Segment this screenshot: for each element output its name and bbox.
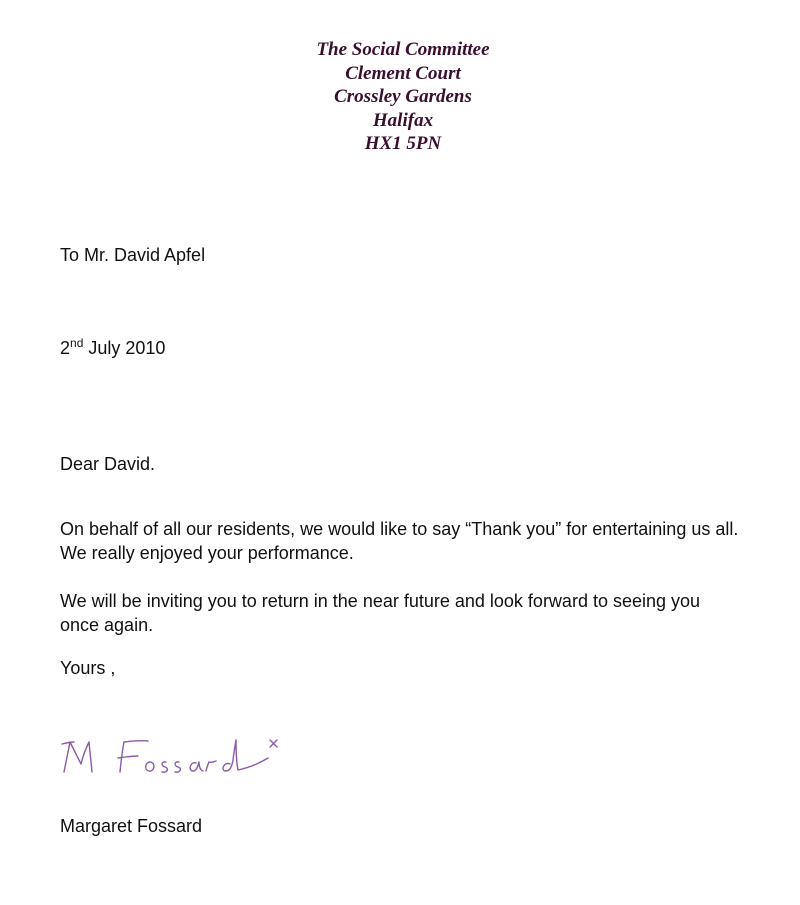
date-ordinal-suffix: nd (70, 336, 84, 350)
salutation: Dear David. (60, 454, 156, 474)
closing-line: Yours , (60, 658, 116, 678)
date-day: 2 (60, 338, 71, 358)
letterhead-town: Halifax (372, 109, 434, 131)
date-month-year: July 2010 (83, 338, 166, 358)
letterhead-organisation: The Social Committee (316, 39, 490, 60)
letterhead-postcode: HX1 5PN (364, 133, 442, 154)
letterhead-building: Clement Court (345, 62, 461, 84)
letter-date (60, 336, 165, 360)
body-paragraph-1: On behalf of all our residents, we would like to say “Thank you” for entertaining us all. We really enjoyed your performance. (60, 519, 739, 563)
body-paragraph-2: We will be inviting you to return in the near future and look forward to seeing you once again. (60, 591, 701, 635)
letterhead-address (0, 38, 800, 156)
signer-name: Margaret Fossard (60, 816, 203, 836)
letterhead-street: Crossley Gardens (334, 86, 472, 107)
handwritten-signature (58, 728, 298, 788)
recipient-line: To Mr. David Apfel (60, 245, 206, 265)
